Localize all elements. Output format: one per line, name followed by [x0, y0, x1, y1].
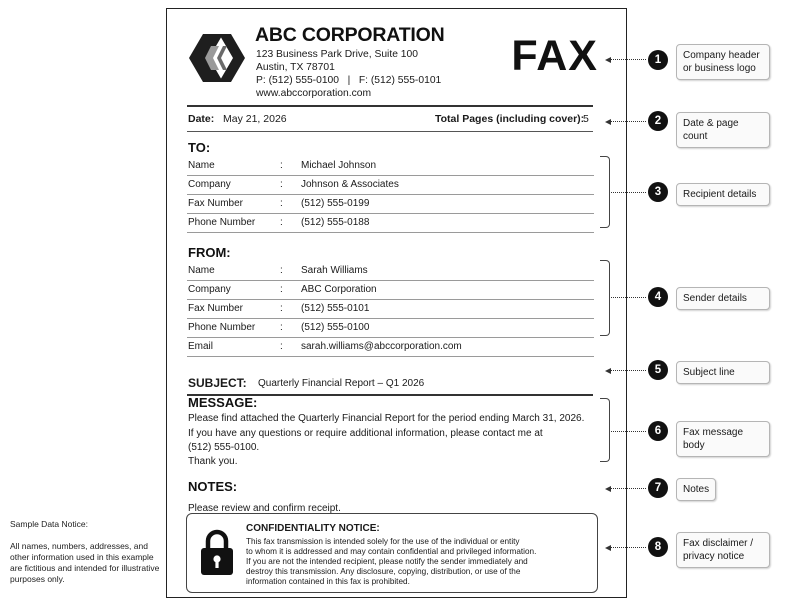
callout-number-badge: 8 — [648, 537, 668, 557]
subject-label: SUBJECT: — [188, 376, 247, 390]
message-line: If you have any questions or require additional information, please contact me at — [188, 428, 543, 439]
confidentiality-notice — [186, 513, 598, 593]
field-separator: : — [280, 341, 283, 352]
field-separator: : — [280, 217, 283, 228]
arrow-line — [610, 59, 646, 60]
field-label: Email — [188, 341, 214, 352]
callout-number-badge: 6 — [648, 421, 668, 441]
arrow-line — [610, 370, 646, 371]
confidentiality-line: This fax transmission is intended solely for the use of the individual or entity — [246, 537, 520, 546]
to-heading: TO: — [188, 140, 211, 155]
confidentiality-line: destroy this transmission. Any disclosure, copying, distribution, or use of the — [246, 567, 521, 576]
field-separator: : — [280, 322, 283, 333]
callout-number-badge: 5 — [648, 360, 668, 380]
message-bracket — [600, 398, 610, 462]
arrow-line — [610, 488, 646, 489]
callout-number-badge: 4 — [648, 287, 668, 307]
message-heading: MESSAGE: — [188, 395, 258, 410]
header-divider — [187, 105, 593, 107]
field-separator: : — [280, 265, 283, 276]
from-row-fax — [187, 300, 594, 319]
total-pages-label: Total Pages (including cover): — [435, 113, 585, 125]
field-value: Johnson & Associates — [301, 179, 399, 190]
company-address-line1: 123 Business Park Drive, Suite 100 — [256, 49, 418, 60]
field-value: (512) 555-0199 — [301, 198, 370, 209]
field-separator: : — [280, 303, 283, 314]
confidentiality-title: CONFIDENTIALITY NOTICE: — [246, 523, 380, 534]
field-label: Name — [188, 160, 215, 171]
lock-icon — [199, 528, 235, 576]
sender-bracket — [600, 260, 610, 336]
confidentiality-line: to whom it is addressed and may contain confidential and privileged information. — [246, 547, 537, 556]
company-phone-fax: P: (512) 555-0100 | F: (512) 555-0101 — [256, 75, 442, 86]
from-row-name — [187, 262, 594, 281]
callout-message-body: Fax message body — [676, 421, 770, 457]
message-line: Thank you. — [188, 456, 238, 467]
date-value: May 21, 2026 — [223, 113, 287, 125]
field-value: (512) 555-0188 — [301, 217, 370, 228]
field-label: Phone Number — [188, 322, 256, 333]
field-separator: : — [280, 284, 283, 295]
to-row-phone — [187, 214, 594, 233]
message-line: (512) 555-0100. — [188, 442, 260, 453]
field-separator: : — [280, 179, 283, 190]
to-row-fax — [187, 195, 594, 214]
company-name: ABC CORPORATION — [255, 24, 445, 46]
sample-data-notice — [10, 519, 160, 585]
notes-heading: NOTES: — [188, 479, 238, 494]
callout-number-badge: 1 — [648, 50, 668, 70]
date-label: Date: — [188, 113, 215, 125]
from-heading: FROM: — [188, 245, 231, 260]
fax-cover-sheet — [166, 8, 627, 598]
callout-number-badge: 3 — [648, 182, 668, 202]
field-label: Company — [188, 284, 231, 295]
arrow-line — [611, 431, 646, 432]
notes-text: Please review and confirm receipt. — [188, 503, 341, 514]
company-website[interactable]: www.abccorporation.com — [256, 88, 372, 99]
date-divider — [187, 131, 593, 132]
to-row-name — [187, 157, 594, 176]
field-separator: : — [280, 198, 283, 209]
arrow-line — [610, 547, 646, 548]
subject-value: Quarterly Financial Report – Q1 2026 — [258, 378, 425, 389]
field-label: Fax Number — [188, 303, 244, 314]
callout-disclaimer: Fax disclaimer / privacy notice — [676, 532, 770, 568]
field-value: (512) 555-0101 — [301, 303, 370, 314]
message-line: Please find attached the Quarterly Financial Report for the period ending March 31, 2026. — [188, 413, 585, 424]
field-label: Name — [188, 265, 215, 276]
field-value: Sarah Williams — [301, 265, 368, 276]
callout-subject-line: Subject line — [676, 361, 770, 384]
arrow-line — [611, 297, 646, 298]
callout-number-badge: 7 — [648, 478, 668, 498]
company-address-line2: Austin, TX 78701 — [256, 62, 335, 73]
field-value: (512) 555-0100 — [301, 322, 370, 333]
callout-sender-details: Sender details — [676, 287, 770, 310]
sample-notice-title: Sample Data Notice: — [10, 519, 88, 529]
recipient-bracket — [600, 156, 610, 228]
to-row-company — [187, 176, 594, 195]
field-label: Fax Number — [188, 198, 244, 209]
callout-recipient-details: Recipient details — [676, 183, 770, 206]
callout-notes: Notes — [676, 478, 716, 501]
sample-notice-text: All names, numbers, addresses, and other information used in this example are fictitious and intended for illustrative purposes only. — [10, 541, 160, 584]
confidentiality-line: If you are not the intended recipient, please notify the sender immediately and — [246, 557, 528, 566]
from-row-email — [187, 338, 594, 357]
arrow-line — [610, 121, 646, 122]
field-value: ABC Corporation — [301, 284, 377, 295]
field-label: Company — [188, 179, 231, 190]
callout-date-page-count: Date & page count — [676, 112, 770, 148]
callout-number-badge: 2 — [648, 111, 668, 131]
confidentiality-line: information contained in this fax is prohibited. — [246, 577, 410, 586]
total-pages-value: 5 — [583, 113, 589, 125]
from-row-company — [187, 281, 594, 300]
field-label: Phone Number — [188, 217, 256, 228]
fax-title: FAX — [511, 32, 598, 80]
arrow-line — [611, 192, 646, 193]
from-row-phone — [187, 319, 594, 338]
field-value: Michael Johnson — [301, 160, 377, 171]
field-value[interactable]: sarah.williams@abccorporation.com — [301, 341, 462, 352]
field-separator: : — [280, 160, 283, 171]
company-logo-icon — [189, 30, 245, 86]
callout-company-header: Company header or business logo — [676, 44, 770, 80]
